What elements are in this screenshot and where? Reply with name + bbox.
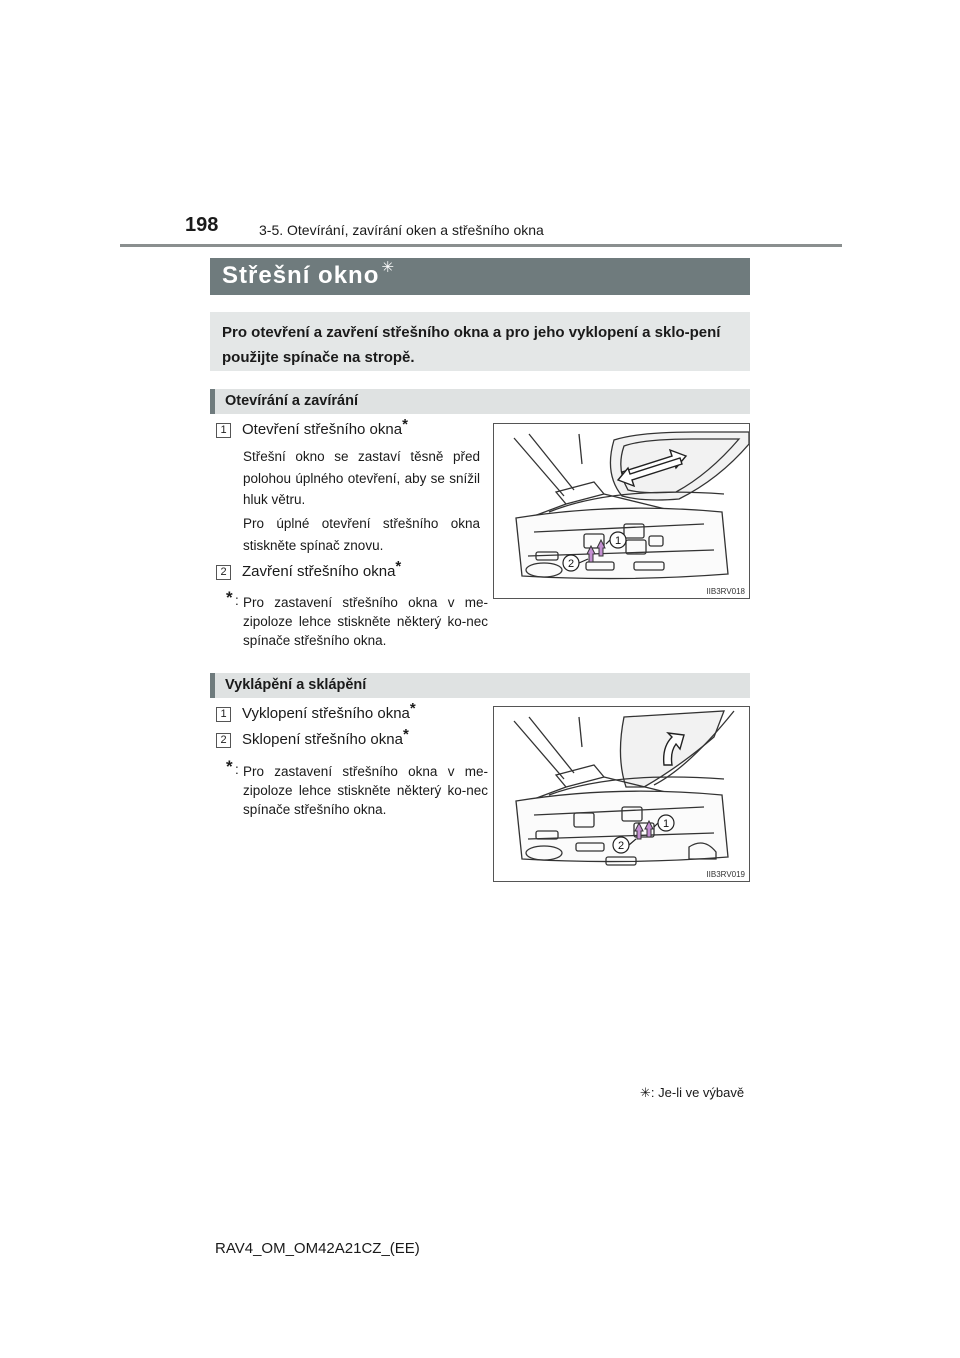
subsection-heading-text: Vyklápění a sklápění	[225, 677, 367, 693]
step-number-icon: 1	[216, 707, 231, 722]
optional-equipment-star-icon: ✳	[381, 259, 395, 276]
figure-callout-1: 1	[662, 818, 670, 830]
footnote-asterisk: *	[226, 757, 233, 776]
footnote-asterisk: *	[226, 588, 233, 607]
figure-code: IIB3RV018	[706, 587, 745, 596]
overhead-console-illustration	[494, 707, 749, 881]
asterisk-icon: *	[402, 416, 408, 433]
item-close-sunroof	[242, 558, 402, 580]
footnote-colon: :	[235, 762, 239, 777]
subsection-heading-open-close	[210, 389, 750, 414]
figure-callout-2: 2	[567, 558, 575, 570]
document-code-footer: RAV4_OM_OM42A21CZ_(EE)	[215, 1240, 420, 1257]
step-number-icon: 2	[216, 733, 231, 748]
paragraph-press-again: Pro úplné otevření střešního okna stiskněte spínač znovu.	[243, 516, 480, 553]
optional-equipment-note	[640, 1085, 744, 1101]
subsection-heading-text: Otevírání a zavírání	[225, 393, 358, 409]
asterisk-icon: *	[395, 558, 402, 575]
figure-code: IIB3RV019	[706, 870, 745, 879]
paragraph-stop-before-full-open: Střešní okno se zastaví těsně před polohou úplného otevření, aby se snížil hluk větru.	[243, 449, 480, 507]
figure-open-close-switch	[493, 423, 750, 599]
optional-equipment-star-icon: ✳	[640, 1085, 651, 1100]
figure-callout-1: 1	[614, 535, 622, 547]
item-label: Zavření střešního okna	[242, 563, 396, 580]
footnote-colon: :	[235, 593, 239, 608]
item-open-sunroof	[242, 416, 408, 438]
item-tilt-up-sunroof	[242, 700, 416, 722]
optional-equipment-text: : Je-li ve výbavě	[650, 1085, 745, 1100]
overhead-console-illustration	[494, 424, 749, 598]
section-title-text: Střešní okno	[222, 262, 380, 289]
footnote-text: Pro zastavení střešního okna v me-zipoloze lehce stiskněte některý ko-nec spínače střešního okna.	[243, 764, 488, 817]
chapter-title: 3-5. Otevírání, zavírání oken a střešního okna	[259, 222, 544, 238]
item-tilt-down-sunroof	[242, 726, 409, 748]
header-divider	[120, 244, 842, 247]
figure-callout-2: 2	[617, 840, 625, 852]
section-title-bar	[210, 258, 750, 295]
subsection-heading-tilt	[210, 673, 750, 698]
figure-tilt-switch	[493, 706, 750, 882]
step-number-icon: 2	[216, 565, 231, 580]
intro-text: Pro otevření a zavření střešního okna a pro jeho vyklopení a sklo-pení použijte spínače na stropě.	[222, 324, 721, 366]
footnote-text: Pro zastavení střešního okna v me-zipoloze lehce stiskněte některý ko-nec spínače střešního okna.	[243, 595, 488, 648]
page-number: 198	[185, 214, 219, 236]
section-title	[222, 259, 395, 290]
item-label: Otevření střešního okna	[242, 421, 403, 438]
asterisk-icon: *	[402, 726, 409, 743]
step-number-icon: 1	[216, 423, 231, 438]
item-label: Sklopení střešního okna	[242, 731, 403, 748]
asterisk-icon: *	[409, 700, 416, 717]
item-label: Vyklopení střešního okna	[242, 705, 410, 722]
intro-box	[210, 312, 750, 371]
